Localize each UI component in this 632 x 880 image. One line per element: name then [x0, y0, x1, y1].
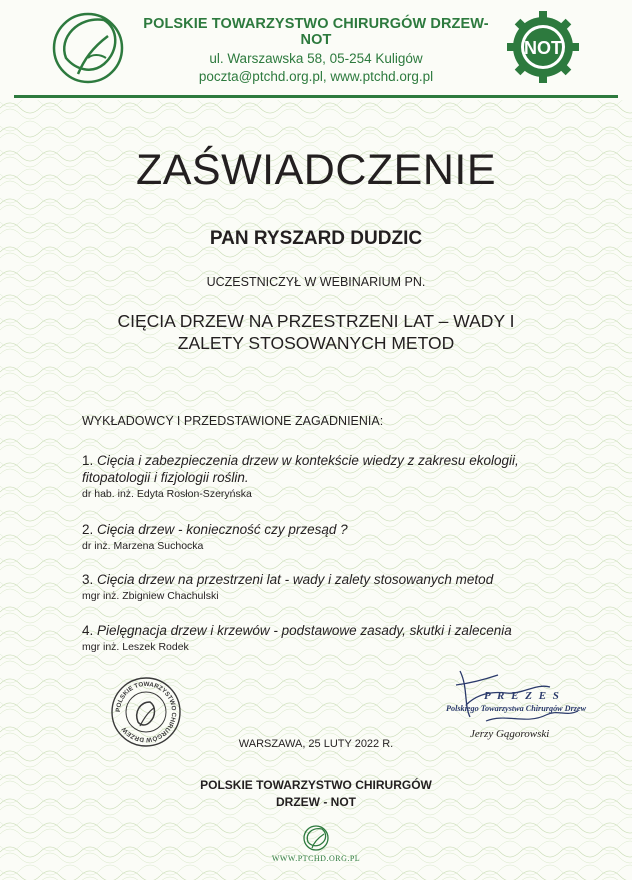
lecture-number: 1.: [82, 453, 94, 468]
lecture-topic: Cięcia drzew na przestrzeni lat - wady i zalety stosowanych metod: [97, 572, 494, 587]
header-organization-info: [140, 16, 492, 84]
footer-organization-line-1: POLSKIE TOWARZYSTWO CHIRURGÓW: [200, 778, 432, 792]
footer-tree-logo: [300, 824, 332, 852]
lecturer-name: mgr inż. Leszek Rodek: [82, 641, 189, 653]
organization-name: POLSKIE TOWARZYSTWO CHIRURGÓW DRZEW-NOT: [143, 16, 489, 48]
lecture-item: [82, 622, 562, 653]
place-and-date: WARSZAWA, 25 LUTY 2022 R.: [238, 738, 394, 750]
signer-name: Jerzy Gągorowski: [470, 728, 550, 740]
seal-text: POLSKIE TOWARZYSTWO CHIRURGÓW DRZEW: [114, 680, 178, 744]
not-logo-text: NOT: [524, 38, 562, 58]
lecture-item: [82, 521, 562, 552]
lecturer-name: mgr inż. Zbigniew Chachulski: [82, 590, 219, 602]
lecture-number: 4.: [82, 623, 94, 638]
lecture-item: [82, 452, 562, 500]
participation-statement: UCZESTNICZYŁ W WEBINARIUM PN.: [206, 275, 426, 289]
certificate-title: ZAŚWIADCZENIE: [135, 146, 497, 194]
organization-address: ul. Warszawska 58, 05-254 Kuligów: [209, 51, 423, 66]
society-tree-logo: [48, 8, 132, 88]
stamp-title: P R E Z E S: [484, 690, 561, 702]
webinar-title: CIĘCIA DRZEW NA PRZESTRZENI LAT – WADY I ZALETY STOSOWANYCH METOD: [117, 311, 515, 353]
recipient-name: PAN RYSZARD DUDZIC: [209, 228, 423, 249]
svg-text:POLSKIE TOWARZYSTWO CHIRURGÓW: [115, 681, 177, 744]
header-divider: [14, 95, 618, 98]
stamp-organization: Polskiego Towarzystwa Chirurgów Drzew: [446, 704, 587, 713]
footer-website: WWW.PTCHD.ORG.PL: [271, 854, 361, 863]
lecture-number: 3.: [82, 572, 94, 587]
not-federation-logo: [506, 10, 580, 84]
footer-organization: [0, 777, 632, 811]
lecture-topic: Cięcia i zabezpieczenia drzew w kontekście wiedzy z zakresu ekologii, fitopatologii i fizjologii roślin.: [82, 453, 519, 485]
lecture-topic: Cięcia drzew - konieczność czy przesąd ?: [97, 522, 348, 537]
lecture-number: 2.: [82, 522, 94, 537]
lecturers-heading: WYKŁADOWCY I PRZEDSTAWIONE ZAGADNIENIA:: [82, 414, 384, 428]
lecture-item: [82, 571, 562, 602]
lecturer-name: dr hab. inż. Edyta Rosłon-Szeryńska: [82, 488, 252, 500]
lecturer-name: dr inż. Marzena Suchocka: [82, 540, 204, 552]
footer-organization-line-2: DRZEW - NOT: [276, 795, 356, 809]
lecture-topic: Pielęgnacja drzew i krzewów - podstawowe zasady, skutki i zalecenia: [97, 623, 512, 638]
organization-contact: poczta@ptchd.org.pl, www.ptchd.org.pl: [198, 69, 434, 84]
